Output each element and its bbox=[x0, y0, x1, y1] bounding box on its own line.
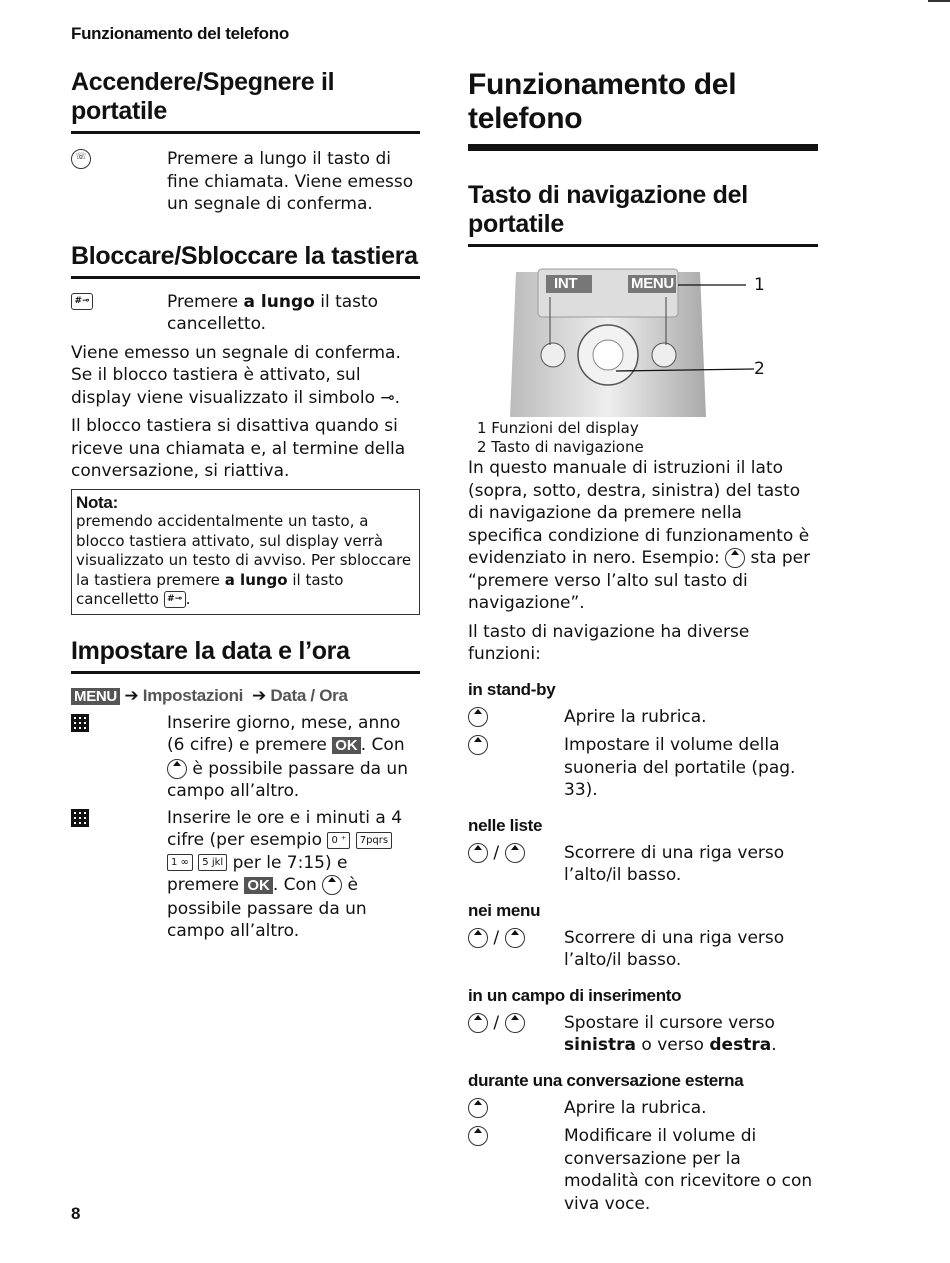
menu-key: MENU bbox=[71, 688, 120, 705]
end-call-key-icon: ☏ bbox=[71, 149, 91, 169]
int-softkey: INT bbox=[554, 275, 578, 292]
keylock-row bbox=[71, 291, 420, 336]
heading-lists: nelle liste bbox=[468, 815, 543, 835]
section-title-navkey: Tasto di navigazione del portatile bbox=[468, 181, 818, 247]
key-7: 7pqrs bbox=[356, 832, 392, 849]
heading-conversation: durante una conversazione esterna bbox=[468, 1070, 744, 1090]
nav-left-icon bbox=[468, 1013, 488, 1033]
ok-key: OK bbox=[244, 877, 273, 894]
ok-key: OK bbox=[332, 737, 361, 754]
time-row: Inserire le ore e i minuti a 4 cifre (per esempio 0 ⁺ 7pqrs 1 ∞ 5 jkl per le 7:15) e premere OK . Con è possibile passare da un campo all’altro. bbox=[71, 807, 420, 943]
nav-up-icon bbox=[725, 548, 745, 568]
arrow-icon: ➔ bbox=[124, 685, 139, 705]
input-field-row: / Spostare il cursore verso sinistra o verso destra. bbox=[468, 1012, 818, 1057]
nav-up-icon bbox=[468, 928, 488, 948]
page-number: 8 bbox=[71, 1204, 81, 1223]
lock-symbol-icon: ⊸ bbox=[380, 387, 395, 408]
caption-1: 1 Funzioni del display bbox=[477, 419, 639, 437]
arrow-icon: ➔ bbox=[251, 685, 266, 705]
nav-key-icon bbox=[167, 759, 187, 779]
nav-down-icon bbox=[505, 928, 525, 948]
section-title-power: Accendere/Spegnere il portatile bbox=[71, 68, 420, 134]
callout-2: 2 bbox=[754, 359, 765, 379]
nav-para-2: Il tasto di navigazione ha diverse funzioni: bbox=[468, 621, 750, 664]
conv-row-2: Modificare il volume di conversazione per la modalità con ricevitore o con viva voce. bbox=[468, 1125, 818, 1215]
nav-up-icon bbox=[468, 843, 488, 863]
note-label: Nota: bbox=[76, 492, 118, 512]
menu-softkey: MENU bbox=[631, 275, 674, 292]
nav-para-1: In questo manuale di istruzioni il lato (sopra, sotto, destra, sinistra) del tasto di navigazione da premere nella specifica condizione di funzionamento è evidenziato in nero. Esempio: sta per “premere verso l’alto sul tasto di navigazione”. bbox=[468, 458, 811, 613]
standby-row-2: Impostare il volume della suoneria del portatile (pag. 33). bbox=[468, 734, 818, 802]
section-title-keylock: Bloccare/Sbloccare la tastiera bbox=[71, 242, 420, 279]
figure-caption bbox=[468, 419, 818, 457]
keypad-icon bbox=[71, 809, 89, 827]
key-5: 5 jkl bbox=[198, 854, 227, 871]
conv-row-1: Aprire la rubrica. bbox=[468, 1097, 818, 1120]
nav-down-icon bbox=[468, 1098, 488, 1118]
keylock-para-2: Il blocco tastiera si disattiva quando si riceve una chiamata e, al termine della conversazione, si riattiva. bbox=[71, 416, 406, 481]
right-column bbox=[468, 68, 818, 1215]
nav-down-icon bbox=[505, 843, 525, 863]
key-0: 0 ⁺ bbox=[327, 832, 350, 849]
power-row bbox=[71, 148, 420, 216]
handset-figure bbox=[468, 267, 818, 417]
caption-2: 2 Tasto di navigazione bbox=[477, 438, 644, 456]
power-text: Premere a lungo il tasto di fine chiamata. Viene emesso un segnale di conferma. bbox=[167, 149, 414, 214]
top-rule bbox=[928, 0, 950, 2]
heading-menus: nei menu bbox=[468, 900, 541, 920]
section-title-datetime: Impostare la data e l’ora bbox=[71, 637, 420, 674]
menu-path bbox=[71, 686, 420, 706]
hash-key-icon: #⊸ bbox=[71, 293, 93, 310]
left-column bbox=[71, 68, 420, 943]
date-row: Inserire giorno, mese, anno (6 cifre) e premere OK . Con è possibile passare da un campo all’altro. bbox=[71, 712, 420, 803]
menu-path-1: Impostazioni bbox=[142, 685, 244, 705]
heading-standby: in stand-by bbox=[468, 679, 556, 699]
note-text: premendo accidentalmente un tasto, a blocco tastiera attivato, sul display verrà visualizzato un testo di avviso. Per sbloccare la tastiera premere a lungo il tasto cancelletto #⊸ . bbox=[76, 512, 412, 608]
chapter-title: Funzionamento del telefono bbox=[468, 68, 818, 151]
menus-row: / Scorrere di una riga verso l’alto/il basso. bbox=[468, 927, 818, 972]
running-head: Funzionamento del telefono bbox=[71, 24, 289, 43]
nav-down-icon bbox=[468, 707, 488, 727]
heading-input-field: in un campo di inserimento bbox=[468, 985, 682, 1005]
nav-right-icon bbox=[505, 1013, 525, 1033]
note-box bbox=[71, 489, 420, 615]
hash-key-icon: #⊸ bbox=[164, 591, 186, 608]
keylock-text: Premere a lungo il tasto cancelletto. bbox=[167, 291, 379, 334]
lists-row: / Scorrere di una riga verso l’alto/il basso. bbox=[468, 842, 818, 887]
menu-path-2: Data / Ora bbox=[270, 685, 348, 705]
standby-row-1: Aprire la rubrica. bbox=[468, 706, 818, 729]
keypad-icon bbox=[71, 714, 89, 732]
keylock-para-1: Viene emesso un segnale di conferma. Se il blocco tastiera è attivato, sul display viene visualizzato il simbolo ⊸. bbox=[71, 342, 401, 408]
key-1: 1 ∞ bbox=[167, 854, 193, 871]
nav-up-icon bbox=[468, 735, 488, 755]
nav-key-icon bbox=[322, 875, 342, 895]
nav-up-icon bbox=[468, 1126, 488, 1146]
callout-1: 1 bbox=[754, 275, 765, 295]
